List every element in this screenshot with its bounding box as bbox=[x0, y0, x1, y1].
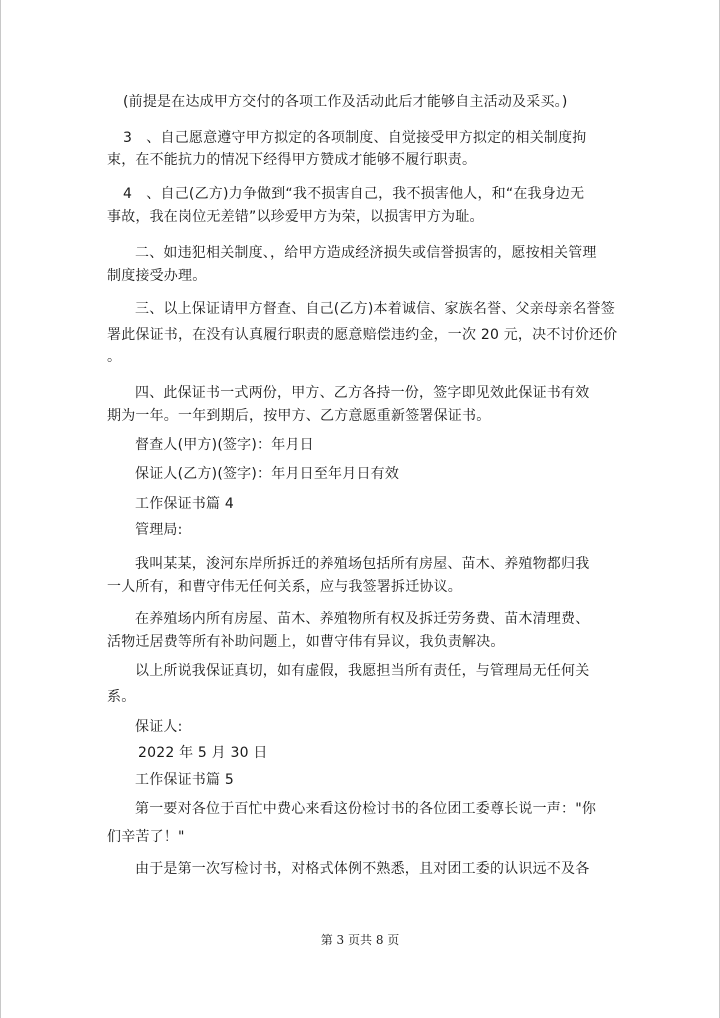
text-line: 第一要对各位于百忙中费心来看这份检讨书的各位团工委尊长说一声："你 bbox=[135, 801, 597, 817]
text-line: 三、以上保证请甲方督查、自己(乙方)本着诚信、家族名誉、父亲母亲名誉签 bbox=[135, 301, 615, 317]
page-footer: 第 3 页共 8 页 bbox=[320, 933, 400, 947]
text-line: 们辛苦了！" bbox=[107, 829, 185, 845]
text-line: 期为一年。一年到期后，按甲方、乙方意愿重新签署保证书。 bbox=[107, 408, 491, 424]
text-line: 保证人: bbox=[135, 719, 183, 735]
text-line: 事故，我在岗位无差错”以珍爱甲方为荣，以损害甲方为耻。 bbox=[107, 209, 484, 225]
text-line: 系。 bbox=[107, 689, 136, 705]
text-line: 四、此保证书一式两份，甲方、乙方各持一份，签字即见效此保证书有效 bbox=[135, 385, 590, 401]
text-line: 活物迁居费等所有补助问题上，如曹守伟有异议，我负责解决。 bbox=[107, 634, 505, 650]
text-line: 管理局: bbox=[135, 522, 183, 538]
page-border-left bbox=[0, 0, 1, 1018]
date-line: 2022 年 5 月 30 日 bbox=[138, 745, 268, 761]
text-line: 我叫某某，浚河东岸所拆迁的养殖场包括所有房屋、苗木、养殖物都归我 bbox=[135, 556, 590, 572]
text-line: 4 、自己(乙方)力争做到“我不损害自己，我不损害他人，和“在我身边无 bbox=[123, 186, 585, 202]
text-line: (前提是在达成甲方交付的各项工作及活动此后才能够自主活动及采买。) bbox=[123, 94, 568, 110]
text-line: 3 、自己愿意遵守甲方拟定的各项制度、自觉接受甲方拟定的相关制度拘 bbox=[123, 130, 587, 146]
section-heading: 工作保证书篇 4 bbox=[135, 496, 234, 512]
text-line: 制度接受办理。 bbox=[107, 268, 207, 284]
text-line: 在养殖场内所有房屋、苗木、养殖物所有权及拆迁劳务费、苗木清理费、 bbox=[135, 611, 590, 627]
text-line: 。 bbox=[107, 349, 122, 365]
text-line: 督查人(甲方)(签字)：年月日 bbox=[135, 437, 314, 453]
text-line: 保证人(乙方)(签字)：年月日至年月日有效 bbox=[135, 466, 400, 482]
text-line: 以上所说我保证真切，如有虚假，我愿担当所有责任，与管理局无任何关 bbox=[135, 663, 590, 679]
text-line: 署此保证书，在没有认真履行职责的愿意赔偿违约金，一次 20 元，决不讨价还价 bbox=[107, 327, 618, 343]
section-heading: 工作保证书篇 5 bbox=[135, 772, 234, 788]
text-line: 二、如违犯相关制度、，给甲方造成经济损失或信誉损害的，愿按相关管理 bbox=[135, 245, 597, 261]
text-line: 由于是第一次写检讨书，对格式体例不熟悉，且对团工委的认识远不及各 bbox=[135, 861, 590, 877]
text-line: 一人所有，和曹守伟无任何关系，应与我签署拆迁协议。 bbox=[107, 579, 462, 595]
text-line: 束，在不能抗力的情况下经得甲方赞成才能够不履行职责。 bbox=[107, 152, 477, 168]
